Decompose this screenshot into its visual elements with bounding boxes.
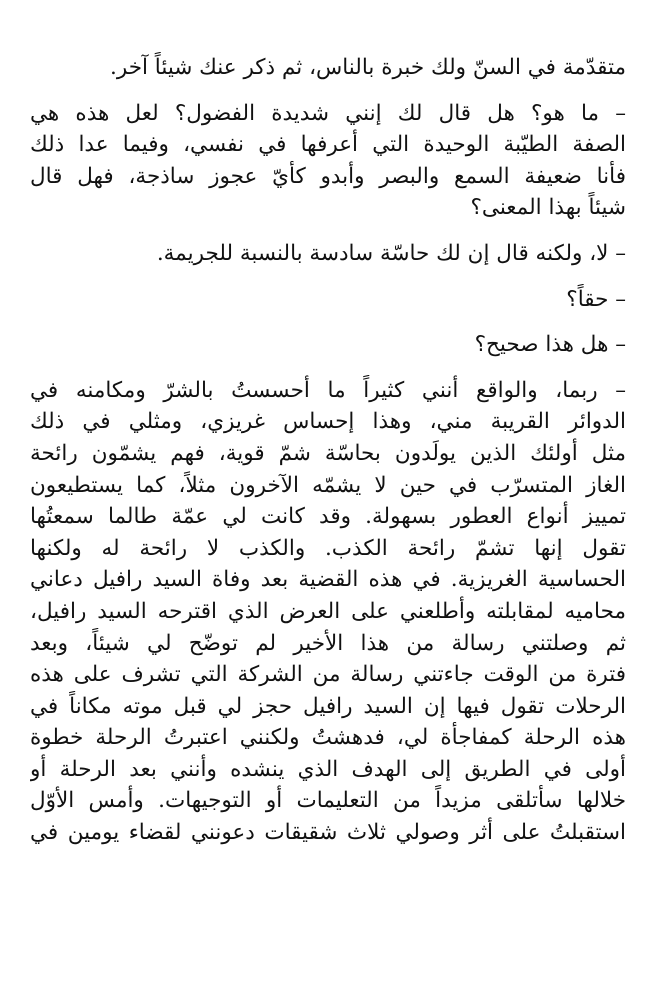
paragraph [30, 329, 626, 361]
paragraph [30, 284, 626, 316]
text-line: الرحلات تقول فيها إن السيد رافيل حجز لي قبل موته مكاناً في [30, 693, 626, 719]
text-line: – ما هو؟ هل قال لك إنني شديدة الفضول؟ لعل هذه هي [30, 100, 626, 126]
text-line: – لا، ولكنه قال إن لك حاسّة سادسة بالنسبة للجريمة. [156, 240, 626, 266]
paragraph [30, 98, 626, 224]
text-line: محاميه لمقابلته وأطلعني على العرض الذي اقترحه السيد رافيل، [30, 598, 626, 624]
text-line: ثم وصلتني رسالة من هذا الأخير لم توضّح لي شيئاً، وبعد [30, 630, 626, 656]
text-line: شيئاً بهذا المعنى؟ [470, 195, 626, 221]
paragraph [30, 52, 626, 84]
text-line: متقدّمة في السنّ ولك خبرة بالناس، ثم ذكر عنك شيئاً آخر. [110, 55, 626, 80]
text-line: – حقاً؟ [566, 286, 626, 312]
text-line: أولى في الطريق إلى الهدف الذي ينشده وأنني بعد الرحلة أو [30, 756, 626, 782]
text-line: خلالها سأتلقى مزيداً من التعليمات أو التوجيهات. وأمس الأوّل [30, 788, 626, 814]
text-line: فترة من الوقت جاءتني رسالة من الشركة التي تشرف على هذه [30, 662, 626, 688]
text-line: فأنا ضعيفة السمع والبصر وأبدو كأيّ عجوز ساذجة، فهل قال [30, 163, 626, 189]
book-page [30, 52, 626, 863]
text-line: – ربما، والواقع أنني كثيراً ما أحسستُ بالشرّ ومكامنه في [30, 377, 626, 403]
text-line: هذه الرحلة كمفاجأة لي، فدهشتُ ولكنني اعتبرتُ الرحلة خطوة [30, 725, 626, 751]
text-line: تقول إنها تشمّ رائحة الكذب. والكذب لا رائحة له ولكنها [30, 535, 626, 561]
text-line: استقبلتُ على أثر وصولي ثلاث شقيقات دعونني لقضاء يومين في [30, 820, 626, 846]
text-line: مثل أولئك الذين يولَدون بحاسّة شمّ قوية، فهم يشمّون رائحة [30, 440, 626, 466]
text-line: الغاز المتسرّب في حين لا يشمّه الآخرون مثلاً، كما يستطيعون [30, 472, 626, 498]
paragraph [30, 238, 626, 270]
text-line: الدوائر القريبة مني، وهذا إحساس غريزي، ومثلي في ذلك [30, 409, 626, 435]
text-line: الصفة الطيّبة الوحيدة التي أعرفها في نفسي، وفيما عدا ذلك [30, 132, 626, 158]
paragraph [30, 375, 626, 849]
text-line: تمييز أنواع العطور بسهولة. وقد كانت لي عمّة طالما سمعتُها [30, 504, 626, 530]
text-line: – هل هذا صحيح؟ [474, 332, 626, 358]
text-line: الحساسية الغريزية. في هذه القضية بعد وفاة السيد رافيل دعاني [30, 567, 626, 593]
